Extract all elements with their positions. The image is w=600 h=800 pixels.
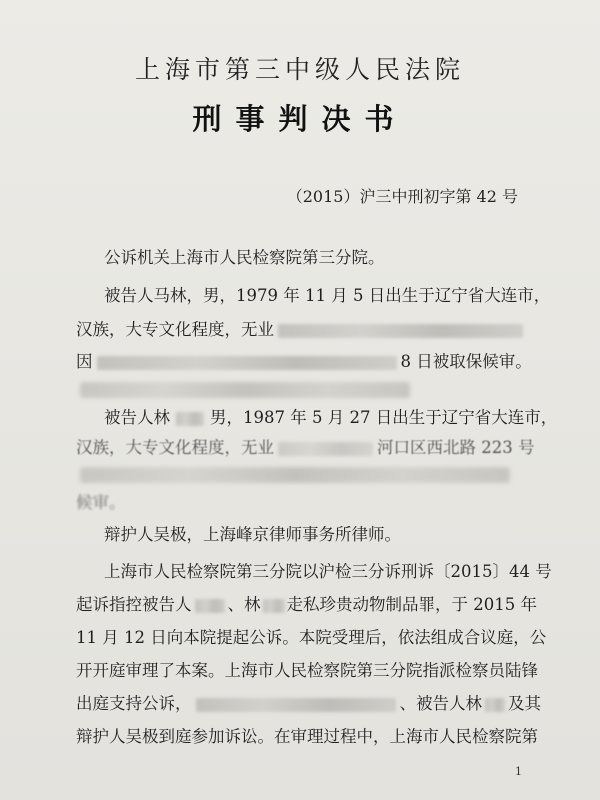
defendant2-line1-a: 被告人林 (104, 408, 170, 427)
para-line2-c: 走私珍贵动物制品罪，于 2015 年 (286, 595, 537, 614)
redaction (176, 412, 204, 426)
defendant1-line2-text: 汉族，大专文化程度，无业 (76, 320, 274, 339)
defendant1-line1: 被告人马林，男，1979 年 11 月 5 日出生于辽宁省大连市， (104, 286, 551, 305)
case-number: （2015）沪三中刑初字第 42 号 (286, 187, 518, 206)
defendant1-line3-end: 8 日被取保候审。 (400, 352, 532, 371)
defendant1-line2 (76, 319, 523, 341)
redacted-line (80, 382, 410, 398)
redaction (97, 356, 397, 370)
prosecutor-line: 公诉机关上海市人民检察院第三分院。 (104, 248, 385, 267)
para-line6: 辩护人吴极到庭参加诉讼。在审理过程中，上海市人民检察院第 (76, 727, 538, 746)
redaction (195, 599, 225, 613)
court-name: 上海市第三中级人民法院 (134, 55, 465, 84)
redaction (485, 698, 505, 712)
para-line2-b: 、林 (227, 595, 261, 614)
redaction (196, 698, 396, 712)
para-line5-a: 出庭支持公诉， (76, 694, 192, 713)
defendant2-line4: 候审。 (76, 493, 126, 512)
redaction (278, 442, 373, 456)
defendant2-line2 (76, 437, 534, 459)
para-line4: 开开庭审理了本案。上海市人民检察院第三分院指派检察员陆锋 (76, 661, 538, 680)
redacted-line (80, 467, 510, 483)
page-number: 1 (515, 765, 522, 778)
para-line5 (76, 693, 541, 715)
para-line5-b: 、被告人林 (399, 694, 482, 713)
document-title: 刑事判决书 (192, 102, 408, 136)
defender-line: 辩护人吴极，上海峰京律师事务所律师。 (104, 525, 401, 544)
defendant1-line3 (76, 351, 532, 373)
defendant1-line3-start: 因 (76, 352, 93, 371)
para-line1: 上海市人民检察院第三分院以沪检三分诉刑诉〔2015〕44 号 (104, 562, 552, 581)
redaction (263, 599, 285, 613)
para-line2 (76, 594, 537, 616)
defendant2-line1 (104, 407, 557, 429)
para-line3: 11 月 12 日向本院提起公诉。本院受理后，依法组成合议庭，公 (76, 628, 547, 647)
defendant2-line1-b: 男，1987 年 5 月 27 日出生于辽宁省大连市， (210, 408, 558, 427)
defendant2-line2-b: 河口区西北路 223 号 (377, 438, 535, 457)
redaction (278, 324, 523, 338)
defendant2-line2-a: 汉族，大专文化程度，无业 (76, 438, 274, 457)
para-line5-c: 及其 (508, 694, 541, 713)
para-line2-a: 起诉指控被告人 (76, 595, 192, 614)
